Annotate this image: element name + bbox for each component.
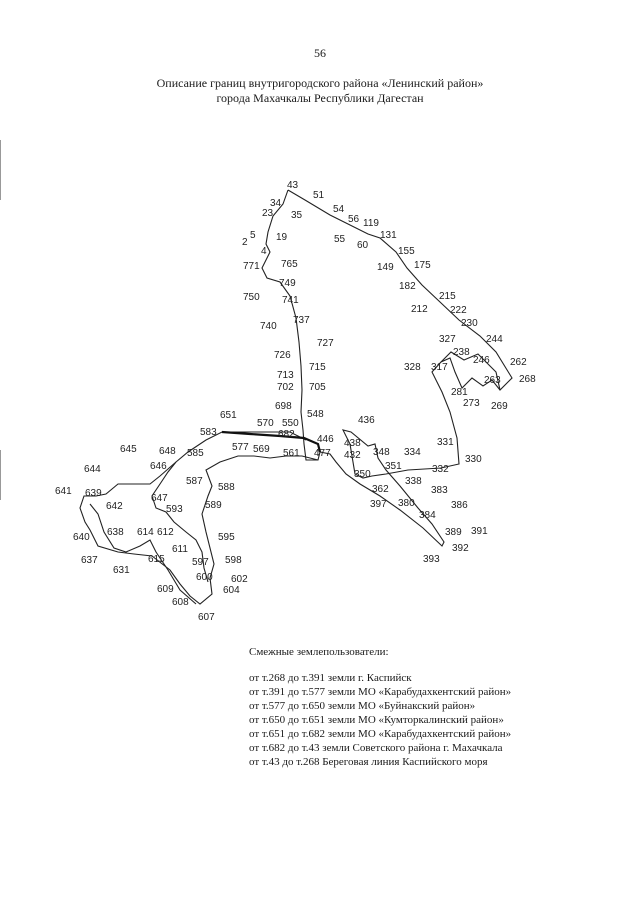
list-item: от т.268 до т.391 земли г. Каспийск [249, 672, 412, 684]
point-label: 5 [250, 230, 256, 241]
point-label: 362 [372, 484, 389, 495]
adjacent-landholders [249, 645, 629, 769]
point-label: 327 [439, 334, 456, 345]
point-label: 638 [107, 527, 124, 538]
point-label: 212 [411, 304, 428, 315]
point-label: 35 [291, 210, 303, 221]
point-label: 631 [113, 565, 130, 576]
point-label: 639 [85, 488, 102, 499]
point-label: 119 [363, 218, 379, 229]
point-label: 19 [276, 232, 288, 243]
point-label: 593 [166, 504, 183, 515]
point-label: 727 [317, 338, 334, 349]
point-label: 238 [453, 347, 470, 358]
point-label: 604 [223, 585, 240, 596]
point-label: 698 [275, 401, 292, 412]
point-label: 548 [307, 409, 324, 420]
point-label: 570 [257, 418, 274, 429]
point-label: 262 [510, 357, 527, 368]
point-label: 34 [270, 198, 282, 209]
point-label: 393 [423, 554, 440, 565]
point-label: 331 [437, 437, 454, 448]
list-item: от т.651 до т.682 земли МО «Карабудахкентский район» [249, 728, 512, 740]
point-label: 645 [120, 444, 137, 455]
point-label: 383 [431, 485, 448, 496]
point-label: 55 [334, 234, 346, 245]
point-label: 269 [491, 401, 508, 412]
adjacent-landholders-list [249, 671, 629, 769]
point-label: 682 [278, 429, 295, 440]
point-label: 609 [157, 584, 174, 595]
point-label: 263 [484, 375, 501, 386]
point-label: 740 [260, 321, 277, 332]
point-label: 273 [463, 398, 480, 409]
point-label: 588 [218, 482, 235, 493]
point-label: 640 [73, 532, 90, 543]
point-label: 246 [473, 355, 490, 366]
point-label: 182 [399, 281, 416, 292]
point-label: 771 [243, 261, 260, 272]
point-label: 338 [405, 476, 422, 487]
point-label: 446 [317, 434, 334, 445]
point-label: 715 [309, 362, 326, 373]
point-label: 648 [159, 446, 176, 457]
point-label: 597 [192, 557, 209, 568]
point-label: 615 [148, 554, 165, 565]
point-label: 330 [465, 454, 482, 465]
point-label: 585 [187, 448, 204, 459]
point-label: 380 [398, 498, 415, 509]
point-label: 348 [373, 447, 390, 458]
point-label: 2 [242, 237, 248, 248]
point-label: 317 [431, 362, 448, 373]
point-label: 589 [205, 500, 222, 511]
point-label: 750 [243, 292, 260, 303]
point-label: 765 [281, 259, 298, 270]
point-label: 175 [414, 260, 431, 271]
point-label: 607 [198, 612, 215, 623]
point-label: 612 [157, 527, 174, 538]
point-label: 641 [55, 486, 72, 497]
point-label: 54 [333, 204, 345, 215]
point-label: 614 [137, 527, 154, 538]
point-label: 583 [200, 427, 217, 438]
point-label: 713 [277, 370, 294, 381]
list-item: от т.577 до т.650 земли МО «Буйнакский район» [249, 700, 476, 712]
point-label: 23 [262, 208, 274, 219]
list-item: от т.682 до т.43 земли Советского района г. Махачкала [249, 742, 503, 754]
point-label: 230 [461, 318, 478, 329]
list-item: от т.650 до т.651 земли МО «Кумторкалинский район» [249, 714, 504, 726]
list-item: от т.391 до т.577 земли МО «Карабудахкентский район» [249, 686, 512, 698]
point-label: 60 [357, 240, 369, 251]
point-label: 438 [344, 438, 361, 449]
point-label: 244 [486, 334, 503, 345]
point-label: 646 [150, 461, 167, 472]
point-label: 56 [348, 214, 360, 225]
point-label: 726 [274, 350, 291, 361]
point-label: 351 [385, 461, 402, 472]
page-number: 56 [314, 46, 326, 60]
point-label: 268 [519, 374, 536, 385]
point-label: 561 [283, 448, 300, 459]
point-label: 702 [277, 382, 294, 393]
title-line-1: Описание границ внутригородского района «Ленинский район» [156, 76, 484, 90]
point-label: 389 [445, 527, 462, 538]
point-label: 598 [225, 555, 242, 566]
point-label: 608 [172, 597, 189, 608]
point-label: 602 [231, 574, 248, 585]
adjacent-landholders-heading: Смежные землепользователи: [249, 646, 389, 658]
point-label: 741 [282, 295, 299, 306]
point-label: 131 [380, 230, 397, 241]
point-label: 611 [172, 544, 188, 555]
point-label: 587 [186, 476, 203, 487]
point-label: 332 [432, 464, 449, 475]
point-label: 595 [218, 532, 235, 543]
point-label: 647 [151, 493, 168, 504]
point-label: 737 [293, 315, 310, 326]
point-label: 149 [377, 262, 394, 273]
point-label: 397 [370, 499, 387, 510]
point-label: 155 [398, 246, 415, 257]
point-label: 477 [314, 448, 331, 459]
point-label: 550 [282, 418, 299, 429]
point-label: 4 [261, 246, 267, 257]
point-label: 432 [344, 450, 361, 461]
point-label: 392 [452, 543, 469, 554]
point-label: 386 [451, 500, 468, 511]
point-label: 644 [84, 464, 101, 475]
point-label: 749 [279, 278, 296, 289]
point-label: 350 [354, 469, 371, 480]
point-label: 51 [313, 190, 325, 201]
point-label: 384 [419, 510, 436, 521]
point-label: 705 [309, 382, 326, 393]
point-label: 334 [404, 447, 421, 458]
point-label: 215 [439, 291, 456, 302]
point-label: 43 [287, 180, 299, 191]
point-label: 391 [471, 526, 488, 537]
title-line-2: города Махачкалы Республики Дагестан [216, 91, 424, 105]
point-label: 281 [451, 387, 468, 398]
point-labels [55, 180, 536, 623]
point-label: 600 [196, 572, 213, 583]
point-label: 569 [253, 444, 270, 455]
point-label: 222 [450, 305, 467, 316]
point-label: 436 [358, 415, 375, 426]
point-label: 651 [220, 410, 237, 421]
point-label: 642 [106, 501, 123, 512]
point-label: 637 [81, 555, 98, 566]
point-label: 328 [404, 362, 421, 373]
point-label: 577 [232, 442, 249, 453]
list-item: от т.43 до т.268 Береговая линия Каспийского моря [249, 756, 488, 768]
